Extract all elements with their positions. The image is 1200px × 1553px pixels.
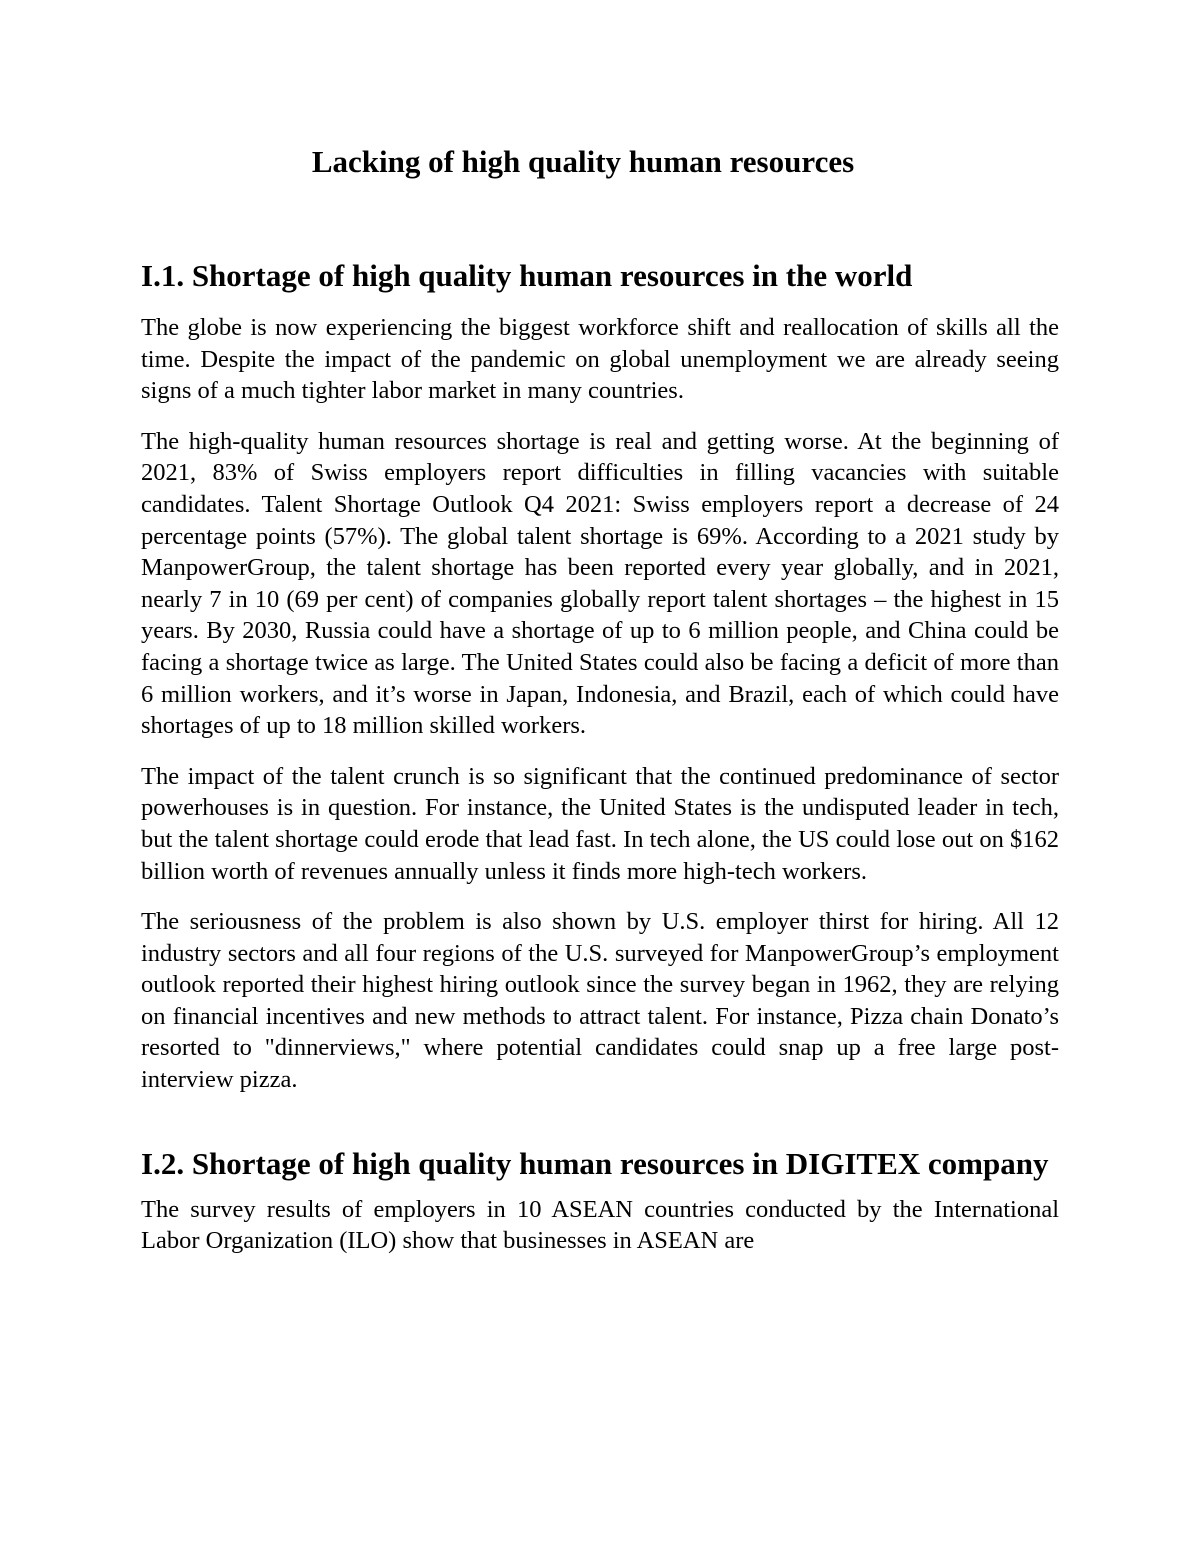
section-heading-1: I.1. Shortage of high quality human resources in the world	[141, 258, 913, 293]
section-1-paragraph-2: The high-quality human resources shortage is real and getting worse. At the beginning of 2021, 83% of Swiss employers report difficulties in filling vacancies with suitable candidates. Talent Shortage Outlook Q4 2021: Swiss employers report a decrease of 24 percentage points (57%). The global talent shortage is 69%. According to a 2021 study by ManpowerGroup, the talent shortage has been reported every year globally, and in 2021, nearly 7 in 10 (69 per cent) of companies globally report talent shortages – the highest in 15 years. By 2030, Russia could have a shortage of up to 6 million people, and China could be facing a shortage twice as large. The United States could also be facing a deficit of more than 6 million workers, and it’s worse in Japan, Indonesia, and Brazil, each of which could have shortages of up to 18 million skilled workers.	[141, 427, 1059, 740]
document-body	[141, 258, 1059, 1257]
section-1-paragraph-1: The globe is now experiencing the biggest workforce shift and reallocation of skills all the time. Despite the impact of the pandemic on global unemployment we are already seeing signs of a much tighter labor market in many countries.	[141, 314, 1059, 405]
section-1-paragraph-4: The seriousness of the problem is also shown by U.S. employer thirst for hiring. All 12 industry sectors and all four regions of the U.S. surveyed for ManpowerGroup’s employment outlook reported their highest hiring outlook since the survey began in 1962, they are relying on financial incentives and new methods to attract talent. For instance, Pizza chain Donato’s resorted to "dinnerviews," where potential candidates could snap up a free large post-interview pizza.	[141, 908, 1059, 1094]
section-heading-2: I.2. Shortage of high quality human resources in DIGITEX company	[141, 1145, 1049, 1181]
page-title: Lacking of high quality human resources	[311, 144, 855, 179]
section-1-paragraph-3: The impact of the talent crunch is so significant that the continued predominance of sector powerhouses is in question. For instance, the United States is the undisputed leader in tech, but the talent shortage could erode that lead fast. In tech alone, the US could lose out on $162 billion worth of revenues annually unless it finds more high-tech workers.	[141, 762, 1059, 885]
section-2-paragraph-1: The survey results of employers in 10 ASEAN countries conducted by the International Labor Organization (ILO) show that businesses in ASEAN are	[141, 1195, 1059, 1255]
